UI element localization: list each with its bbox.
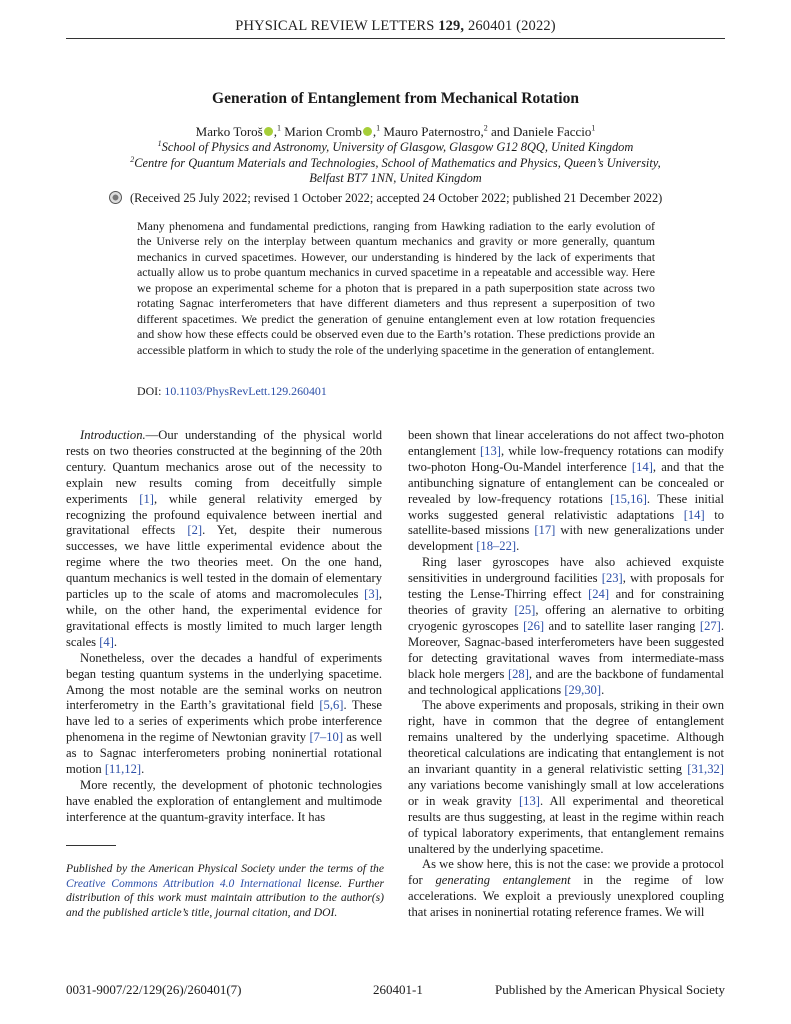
text-run: with new generalizations under development <box>408 523 724 554</box>
text-run: Nonetheless, over the decades a handful of experiments began testing quantum systems in the underlying spacetime. Among the most notable are the seminal works on neutron interferometry in the Earth’s gravitational field <box>66 650 382 713</box>
text-run: license. Further distribution of this work must maintain attribution to the author(s) and the published article’s title, journal citation, and DOI. <box>66 876 385 919</box>
citation-link[interactable]: [23] <box>601 571 623 586</box>
paragraph <box>408 857 724 921</box>
text-run: , and that the antibunching signature of entanglement can be concealed or revealed by low-frequency rotations <box>408 459 724 506</box>
author-name: Marion Cromb <box>284 124 362 139</box>
text-run: and for constraining theories of gravity <box>408 587 724 617</box>
paragraph <box>408 698 724 857</box>
text-run: . Moreover, Sagnac-based interferometers have been suggested for detecting gravitational waves from intermediate-mass black hole mergers <box>408 618 725 681</box>
left-column <box>66 428 382 826</box>
paragraph <box>66 651 382 778</box>
affiliation-text: School of Physics and Astronomy, University of Glasgow, Glasgow G12 8QQ, United Kingdom <box>161 140 634 154</box>
paper-title: Generation of Entanglement from Mechanical Rotation <box>212 90 579 107</box>
citation-link[interactable]: [13] <box>479 443 501 458</box>
text-run: , while low-frequency rotations can modify two-photon Hong-Ou-Mandel interference <box>408 443 724 474</box>
text-run: . <box>113 634 118 649</box>
citation-link[interactable]: [28] <box>507 666 529 681</box>
footer-publisher: Published by the American Physical Society <box>495 982 725 997</box>
footer-page-number: 260401-1 <box>373 982 423 997</box>
text-run: , offering an alernative to orbiting cryogenic gyroscopes <box>408 602 724 633</box>
license-footnote <box>66 862 384 920</box>
header-rule <box>66 38 725 39</box>
footer-code: 0031-9007/22/129(26)/260401(7) <box>66 982 242 997</box>
affiliation-text: Belfast BT7 1NN, United Kingdom <box>309 171 482 185</box>
paragraph <box>408 428 724 555</box>
citation-link[interactable]: [7–10] <box>309 730 344 745</box>
text-run: As we show here, this is not the case: we provide a protocol for <box>408 857 724 888</box>
citation-link[interactable]: [3] <box>364 587 379 602</box>
citation-link[interactable]: [11,12] <box>104 762 142 777</box>
text-run: . All experimental and theoretical results are thus suggesting, at least in the regime within reach of typical laboratory experiments, that entanglement remains unaltered by the underlying spacetime. <box>408 793 724 856</box>
text-run: been shown that linear accelerations do not affect two-photon entanglement <box>408 428 724 458</box>
citation-link[interactable]: [31,32] <box>687 762 724 777</box>
author-name: Mauro Paternostro, <box>383 124 484 139</box>
text-run: any variations become vanishingly small at low accelerations or in weak gravity <box>408 777 724 808</box>
doi-link[interactable]: 10.1103/PhysRevLett.129.260401 <box>164 384 327 398</box>
journal-volume: 129, <box>438 18 465 34</box>
paragraph <box>408 555 724 698</box>
affiliation-text: Centre for Quantum Materials and Technologies, School of Mathematics and Physics, Queen’s University, <box>134 155 661 170</box>
text-run: as well as to Sagnac interferometers probing noninertial rotational motion <box>66 730 382 777</box>
section-heading: Introduction. <box>80 428 146 442</box>
author-name: Marko Toroš <box>195 124 263 139</box>
text-run: . <box>516 539 520 554</box>
citation-link[interactable]: [13] <box>518 793 540 808</box>
citation-link[interactable]: [14] <box>631 459 653 474</box>
paragraph: More recently, the development of photonic technologies have enabled the exploration of entanglement and multimode interference at the quantum-gravity interface. It has <box>66 777 382 824</box>
license-link[interactable]: Creative Commons Attribution 4.0 International <box>66 876 302 890</box>
footnote-rule <box>66 845 116 846</box>
text-run: —Our understanding of the physical world rests on two theories constructed at the beginning of the 20th century. Quantum mechanics arose out of the necessity to explain new results coming from deceitfully simple experiments <box>66 428 382 506</box>
citation-link[interactable]: [14] <box>683 507 705 522</box>
citation-link[interactable]: [15,16] <box>610 491 647 506</box>
citation-link[interactable]: [24] <box>588 587 610 602</box>
citation-link[interactable]: [29,30] <box>564 682 602 697</box>
citation-link[interactable]: [18–22] <box>476 539 517 554</box>
orcid-icon[interactable] <box>363 127 372 136</box>
author-affiliation-mark: 2 <box>483 123 488 133</box>
text-run: . Yet, despite their numerous successes, we have little experimental evidence about the regime where the two theories meet. On the one hand, quantum mechanics is well tested in the domain of elementary particles up to the scale of atoms and macromolecules <box>66 523 383 602</box>
text-run: , while, on the other hand, the experimental evidence for gravitational effects is mostly limited to much larger length scales <box>66 587 382 649</box>
doi-label: DOI: <box>137 384 162 398</box>
affiliation-2 <box>66 156 725 172</box>
author-affiliation-mark: 1 <box>277 123 281 133</box>
citation-link[interactable]: [25] <box>514 602 536 617</box>
author-list: Marko Toroš ,$^1$ Marion Cromb ,$^1$ Mauro Paternostro,$^2$ and Daniele Faccio$^1$ <box>195 123 596 139</box>
right-column <box>408 428 724 921</box>
citation-link[interactable]: [26] <box>523 618 545 633</box>
crossmark-icon[interactable] <box>109 191 122 204</box>
citation-link[interactable]: [1] <box>139 491 154 506</box>
author-name: and Daniele Faccio <box>491 124 592 139</box>
citation-link[interactable]: [27] <box>699 618 721 633</box>
text-run: Published by the American Physical Society under the terms of the <box>66 862 384 875</box>
affiliation-number: 1 <box>157 138 162 148</box>
citation-link[interactable]: [2] <box>187 523 203 538</box>
text-run: . These have led to a series of experiments which probe interference phenomena in the regime of Newtonian gravity <box>66 698 382 745</box>
affiliation-1 <box>66 140 725 156</box>
text-run: . These initial works suggested general relativistic adaptations <box>408 491 724 522</box>
doi-line <box>137 384 327 399</box>
text-run: to satellite-based missions <box>408 507 724 538</box>
article-number: 260401 (2022) <box>468 18 556 34</box>
citation-link[interactable]: [5,6] <box>319 698 344 713</box>
text-run: and to satellite laser ranging <box>544 618 700 633</box>
received-dates <box>109 191 709 206</box>
text-run: , and are the backbone of fundamental and technological applications <box>408 666 724 697</box>
text-run: . <box>141 762 145 777</box>
citation-link[interactable]: [17] <box>534 523 556 538</box>
text-run: The above experiments and proposals, striking in their own right, have in common that the degree of entanglement remains unaltered by the underlying spacetime. Although theoretical calculations are indicating that entanglement is not an invariant quantity in a general relativistic setting <box>408 698 724 777</box>
citation-link[interactable]: [4] <box>99 634 114 649</box>
journal-name: PHYSICAL REVIEW LETTERS <box>235 18 435 34</box>
text-run: . <box>601 682 605 697</box>
affiliation-2-continued <box>66 171 725 187</box>
author-affiliation-mark: 1 <box>376 123 381 133</box>
author-affiliation-mark: 1 <box>591 123 596 133</box>
text-run: in the regime of low accelerations. We exploit a previously unexplored coupling that arises in noninertial rotating reference frames. We will <box>408 873 724 920</box>
text-run: , while general relativity emerged by recognizing the profound equivalence between inertial and gravitational effects <box>66 491 382 538</box>
text-run: Ring laser gyroscopes have also achieved exquiste sensitivities in underground facilities <box>408 555 724 586</box>
abstract: Many phenomena and fundamental predictions, ranging from Hawking radiation to the early evolution of the Universe rely on the interplay between quantum mechanics and gravity or more generally, quantum mechanics in curved spacetimes. However, our understanding is hindered by the lack of experiments that actually allow us to probe quantum mechanics in curved spacetime in a repeatable and accessible way. Here we propose an experimental scheme for a photon that is prepared in a path superposition state across two rotating Sagnac interferometers that have different diameters and thus represent a superposition of two different spacetimes. We predict the generation of genuine entanglement even at low rotation frequencies and show how these effects could be observed even due to the Earth’s rotation. These predictions provide an accessible platform in which to study the role of the underlying spacetime in the generation of entanglement. <box>137 219 655 357</box>
emphasis: generating entanglement <box>435 873 571 888</box>
received-text: (Received 25 July 2022; revised 1 October 2022; accepted 24 October 2022; published 21 December 2022) <box>130 191 663 205</box>
orcid-icon[interactable] <box>264 127 273 136</box>
paragraph <box>66 428 382 651</box>
affiliation-number: 2 <box>130 154 135 164</box>
text-run: , with proposals for testing the Lense-Thirring effect <box>408 571 724 602</box>
running-header <box>66 18 725 35</box>
